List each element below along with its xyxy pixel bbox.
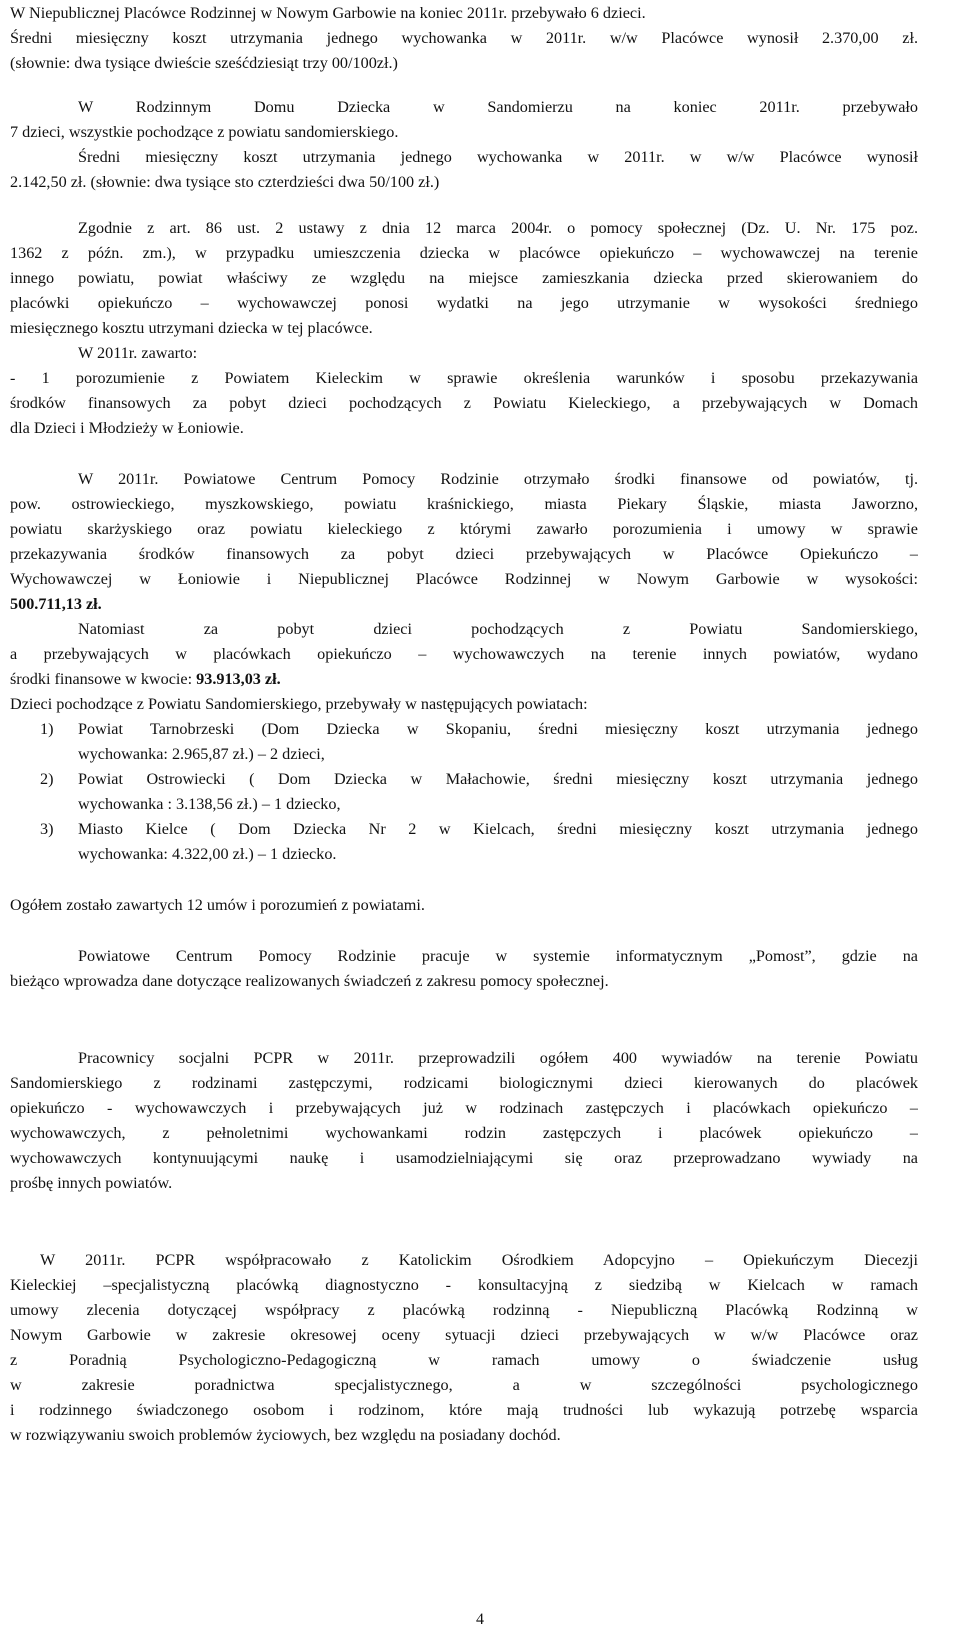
text-line: Zgodnie z art. 86 ust. 2 ustawy z dnia 12 marca 2004r. o pomocy społecznej (Dz. U. Nr. 175 poz. [78, 219, 918, 237]
text-line: wychowawczych kontynuującymi naukę i usamodzielniającymi się oraz przeprowadzano wywiady na [10, 1149, 918, 1167]
text-fragment: środki finansowe w kwocie: [10, 670, 197, 688]
text-line: W 2011r. PCPR współpracowało z Katolickim Ośrodkiem Adopcyjno – Opiekuńczym Diecezji [40, 1251, 918, 1269]
text-line: Nowym Garbowie w zakresie okresowej oceny sytuacji dzieci przebywających w w/w Placówce oraz [10, 1326, 918, 1344]
text-line: Pracownicy socjalni PCPR w 2011r. przeprowadzili ogółem 400 wywiadów na terenie Powiatu [78, 1049, 918, 1067]
text-line: umowy zlecenia dotyczącej współpracy z placówką rodzinną - Niepubliczną Placówką Rodzinną w [10, 1301, 918, 1319]
list-number: 2) [40, 770, 54, 788]
text-line: (słownie: dwa tysiące dwieście sześćdziesiąt trzy 00/100zł.) [10, 54, 398, 72]
text-line: pow. ostrowieckiego, myszkowskiego, powiatu kraśnickiego, miasta Piekary Śląskie, miasta Jaworzno, [10, 495, 918, 513]
text-line: Średni miesięczny koszt utrzymania jednego wychowanka w 2011r. w/w Placówce wynosił 2.370,00 zł. [10, 29, 918, 47]
text-line: Średni miesięczny koszt utrzymania jednego wychowanka w 2011r. w w/w Placówce wynosił [78, 148, 918, 166]
text-line: miesięcznego kosztu utrzymani dziecka w tej placówce. [10, 319, 373, 337]
text-line: Natomiast za pobyt dzieci pochodzących z Powiatu Sandomierskiego, [78, 620, 918, 638]
text-line: przekazywania środków finansowych za pobyt dzieci przebywających w Placówce Opiekuńczo – [10, 545, 918, 563]
text-line: bieżąco wprowadza dane dotyczące realizowanych świadczeń z zakresu pomocy społecznej. [10, 972, 609, 990]
text-line: Powiatowe Centrum Pomocy Rodzinie pracuje w systemie informatycznym „Pomost”, gdzie na [78, 947, 918, 965]
text-line: powiatu skarżyskiego oraz powiatu kieleckiego z którymi zawarło porozumienia i umowy w sprawie [10, 520, 918, 538]
text-line [10, 669, 281, 689]
text-line: Sandomierskiego z rodzinami zastępczymi, rodzicami biologicznymi dzieci kierowanych do placówek [10, 1074, 918, 1092]
list-item: wychowanka: 4.322,00 zł.) – 1 dziecko. [78, 845, 337, 863]
page-number: 4 [476, 1611, 484, 1628]
list-number: 3) [40, 820, 54, 838]
list-item: Powiat Tarnobrzeski (Dom Dziecka w Skopaniu, średni miesięczny koszt utrzymania jednego [78, 720, 918, 738]
text-line: opiekuńczo - wychowawczych i przebywających już w rodzinach zastępczych i placówkach opiekuńczo – [10, 1099, 918, 1117]
text-line: 7 dzieci, wszystkie pochodzące z powiatu sandomierskiego. [10, 123, 399, 141]
text-line: Kieleckiej –specjalistyczną placówką diagnostyczno - konsultacyjną z siedzibą w Kielcach w ramach [10, 1276, 918, 1294]
text-line: Wychowawczej w Łoniowie i Niepublicznej Placówce Rodzinnej w Nowym Garbowie w wysokości: [10, 570, 918, 588]
text-line: a przebywających w placówkach opiekuńczo – wychowawczych na terenie innych powiatów, wydano [10, 645, 918, 663]
text-line: W 2011r. Powiatowe Centrum Pomocy Rodzinie otrzymało środki finansowe od powiatów, tj. [78, 470, 918, 488]
text-line: wychowawczych, z pełnoletnimi wychowankami rodzin zastępczych i placówek opiekuńczo – [10, 1124, 918, 1142]
text-line: W 2011r. zawarto: [78, 344, 198, 362]
text-line: w zakresie poradnictwa specjalistycznego, a w szczególności psychologicznego [10, 1376, 918, 1394]
text-line: w rozwiązywaniu swoich problemów życiowych, bez względu na posiadany dochód. [10, 1426, 561, 1444]
text-line: W Niepublicznej Placówce Rodzinnej w Nowym Garbowie na koniec 2011r. przebywało 6 dzieci. [10, 4, 646, 22]
text-line: prośbę innych powiatów. [10, 1174, 173, 1192]
text-line: innego powiatu, powiat właściwy ze względu na miejsce zamieszkania dziecka przed skierowaniem do [10, 269, 918, 287]
text-line: placówki opiekuńczo – wychowawczej ponosi wydatki na jego utrzymanie w wysokości średniego [10, 294, 918, 312]
text-line: dla Dzieci i Młodzieży w Łoniowie. [10, 419, 244, 437]
text-line: W Rodzinnym Domu Dziecka w Sandomierzu na koniec 2011r. przebywało [78, 98, 918, 116]
amount-total-spent: 93.913,03 zł. [196, 670, 281, 688]
text-line: środków finansowych za pobyt dzieci pochodzących z Powiatu Kieleckiego, a przebywających w Domach [10, 394, 918, 412]
list-item: Miasto Kielce ( Dom Dziecka Nr 2 w Kielcach, średni miesięczny koszt utrzymania jednego [78, 820, 918, 838]
text-line: Ogółem zostało zawartych 12 umów i porozumień z powiatami. [10, 896, 425, 914]
text-line: 2.142,50 zł. (słownie: dwa tysiące sto czterdzieści dwa 50/100 zł.) [10, 173, 440, 191]
text-line: Dzieci pochodzące z Powiatu Sandomierskiego, przebywały w następujących powiatach: [10, 695, 588, 713]
amount-total-received: 500.711,13 zł. [10, 595, 102, 613]
text-line: 1362 z późn. zm.), w przypadku umieszczenia dziecka w placówce opiekuńczo – wychowawczej na terenie [10, 244, 918, 262]
text-line: - 1 porozumienie z Powiatem Kieleckim w sprawie określenia warunków i sposobu przekazywania [10, 369, 918, 387]
list-number: 1) [40, 720, 54, 738]
text-line: z Poradnią Psychologiczno-Pedagogiczną w ramach umowy o świadczenie usług [10, 1351, 918, 1369]
list-item: wychowanka : 3.138,56 zł.) – 1 dziecko, [78, 795, 341, 813]
list-item: Powiat Ostrowiecki ( Dom Dziecka w Małachowie, średni miesięczny koszt utrzymania jednego [78, 770, 918, 788]
list-item: wychowanka: 2.965,87 zł.) – 2 dzieci, [78, 745, 325, 763]
text-line: i rodzinnego świadczonego osobom i rodzinom, które mają trudności lub wykazują potrzebę wsparcia [10, 1401, 918, 1419]
